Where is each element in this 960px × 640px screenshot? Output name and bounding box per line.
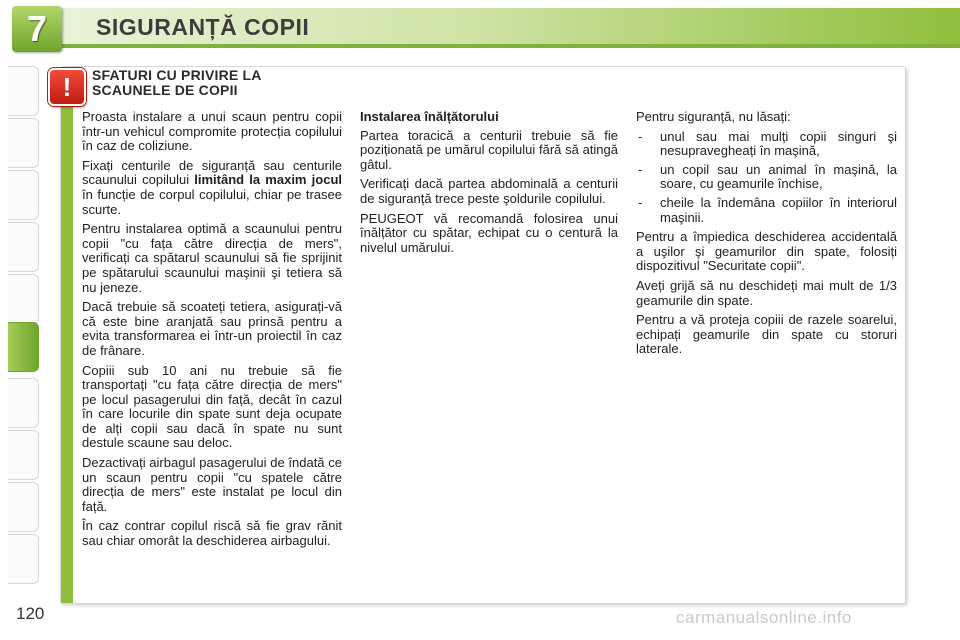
side-tab-10[interactable] (8, 534, 39, 584)
chapter-side-tabs (8, 66, 48, 586)
text-column-1 (82, 110, 342, 554)
list-item: - unul sau mai mulți copii singuri şi nesupravegheați în maşină, (636, 130, 897, 159)
side-tab-2[interactable] (8, 118, 39, 168)
section-title-line2: SCAUNELE DE COPII (92, 82, 238, 98)
page-header (0, 0, 960, 56)
paragraph-belt (82, 159, 342, 217)
paragraph: PEUGEOT vă recomandă folosirea unui înălțător cu spătar, echipat cu o centură la nivelul umărului. (360, 210, 618, 255)
side-tab-active[interactable] (8, 322, 39, 372)
warning-icon: ! (48, 68, 86, 106)
page-title: SIGURANȚĂ COPII (96, 14, 310, 40)
side-tab-5[interactable] (8, 274, 39, 324)
paragraph: Aveți grijă să nu deschideți mai mult de 1/3 geamurile din spate. (636, 277, 897, 308)
warning-list (636, 130, 897, 226)
paragraph: Partea toracică a centurii trebuie să fie poziționată pe umărul copilului fără să atingă gâtul. (360, 127, 618, 172)
paragraph: Dezactivați airbagul pasagerului de îndată ce un scaun pentru copii "cu spatele către direcția de mers" este instalat pe locul din față. (82, 455, 342, 514)
side-tab-1[interactable] (8, 66, 39, 116)
paragraph: Verificați dacă partea abdominală a centurii de siguranță trece peste şoldurile copilului. (360, 176, 618, 206)
section-title-line1: SFATURI CU PRIVIRE LA (92, 67, 262, 83)
paragraph: Pentru a vă proteja copiii de razele soarelui, echipați geamurile din spate cu storuri laterale. (636, 312, 897, 357)
text-run: în funcție de corpul copilului, chiar pe trasee scurte. (82, 186, 342, 217)
paragraph: Copiii sub 10 ani nu trebuie să fie transportați "cu fața către direcția de mers" pe locul pasagerului din față, decât în cazul în care locurile din spate sunt deja ocupate de alți copii sau dacă în spate nu sunt destule scaune sau deloc. (82, 362, 342, 451)
page-number: 120 (16, 604, 45, 623)
side-tab-4[interactable] (8, 222, 39, 272)
paragraph: Pentru siguranță, nu lăsați: (636, 109, 791, 124)
chapter-number: 7 (26, 8, 48, 49)
panel-accent-bar (61, 67, 73, 603)
paragraph: Pentru a împiedica deschiderea accidentală a uşilor şi geamurilor din spate, folosiți dispozitivul "Securitate copii". (636, 229, 897, 274)
list-item: - cheile la îndemâna copiilor în interiorul maşinii. (636, 196, 897, 225)
header-divider (60, 44, 960, 48)
chapter-tab (12, 6, 62, 52)
emphasis-text: limitând la maxim jocul (194, 172, 343, 188)
text-run: Fixați centurile de siguranță sau centurile scaunului copilului (82, 157, 342, 188)
text-column-3 (636, 110, 897, 362)
subheading: Instalarea înălțătorului (360, 109, 499, 124)
text-column-2 (360, 110, 618, 260)
watermark: carmanualsonline.info (676, 608, 852, 627)
side-tab-7[interactable] (8, 378, 39, 428)
paragraph: Dacă trebuie să scoateți tetiera, asigurați-vă că este bine aranjată sau prinsă pentru a evita transformarea ei într-un proiectil în caz de frânare. (82, 299, 342, 358)
section-title (92, 68, 262, 98)
side-tab-8[interactable] (8, 430, 39, 480)
side-tab-9[interactable] (8, 482, 39, 532)
side-tab-3[interactable] (8, 170, 39, 220)
paragraph: Pentru instalarea optimă a scaunului pentru copii "cu fața către direcția de mers", verificați ca spătarul scaunului să fie sprijinit pe spătarului scaunului maşinii şi tetiera să nu jeneze. (82, 221, 342, 295)
paragraph: Proasta instalare a unui scaun pentru copii într-un vehicul compromite protecția copilului în caz de coliziune. (82, 109, 342, 154)
list-item: - un copil sau un animal în maşină, la soare, cu geamurile închise, (636, 163, 897, 192)
paragraph: În caz contrar copilul riscă să fie grav rănit sau chiar omorât la deschiderea airbagului. (82, 518, 342, 549)
